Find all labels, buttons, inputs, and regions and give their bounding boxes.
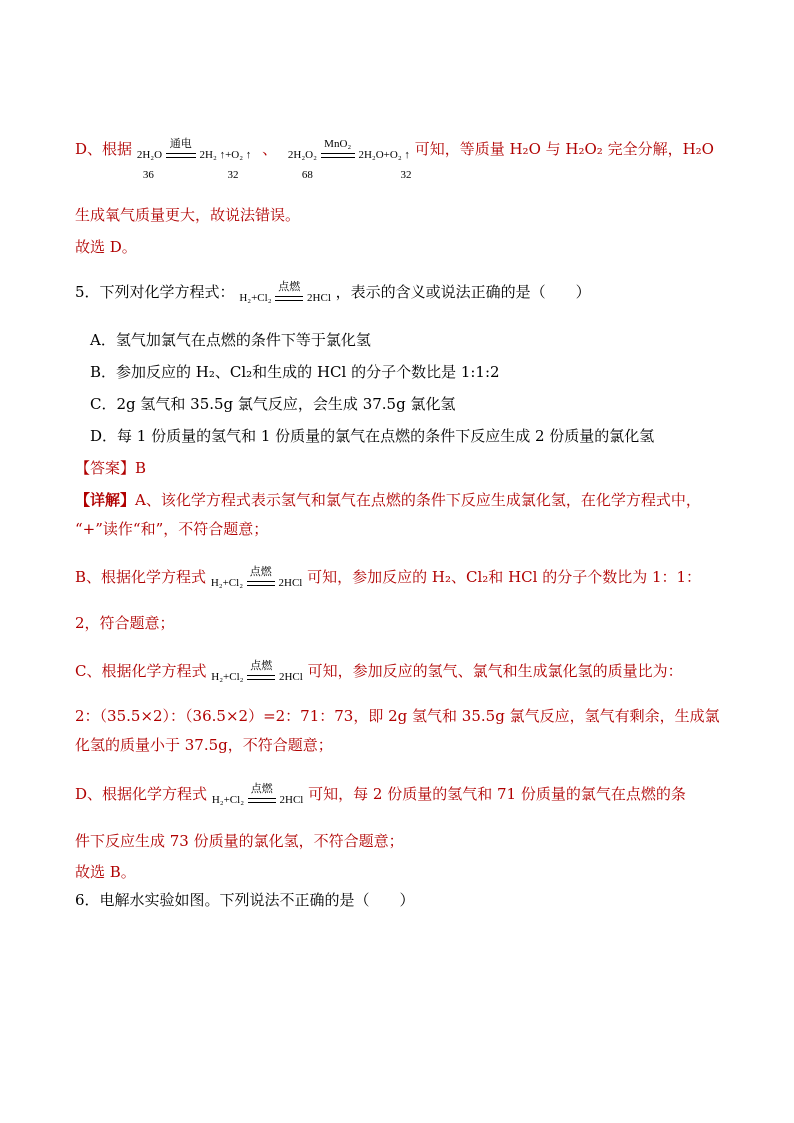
q5-eq-condition: 点燃 bbox=[278, 281, 301, 293]
option-d: D．每 1 份质量的氢气和 1 份质量的氯气在点燃的条件下反应生成 2 份质量的氯化氢 bbox=[90, 427, 655, 445]
detail-b-suffix: 可知，参加反应的 H₂、Cl₂和 HCl 的分子个数比为 1：1： bbox=[307, 568, 702, 586]
question-6: 6．电解水实验如图。下列说法不正确的是（ ） bbox=[75, 891, 415, 909]
separator: 、 bbox=[262, 140, 278, 158]
eq1-condition: 通电 bbox=[169, 138, 192, 150]
detail-b-line bbox=[75, 566, 701, 594]
q5-suffix: ，表示的含义或说法正确的是（ ） bbox=[335, 283, 591, 301]
eq2-left: 2H₂O₂ bbox=[287, 149, 317, 161]
detail-a-line bbox=[75, 489, 701, 511]
detail-c-eq-right: 2HCl bbox=[278, 671, 303, 683]
detail-b-equation bbox=[210, 566, 303, 594]
detail-a: A、该化学方程式表示氢气和氯气在点燃的条件下反应生成氯化氢，在化学方程式中， bbox=[135, 491, 701, 509]
eq2-mass-1: 68 bbox=[301, 169, 313, 181]
q5-prefix: 5．下列对化学方程式： bbox=[75, 283, 235, 301]
detail-c-continuation-2: 化氢的质量小于 37.5g，不符合题意； bbox=[75, 736, 333, 754]
eq2-mass-2: 32 bbox=[400, 169, 412, 181]
detail-d-continuation: 件下反应生成 73 份质量的氯化氢，不符合题意； bbox=[75, 832, 404, 850]
detail-c-eq-left: H₂+Cl₂ bbox=[211, 671, 244, 683]
detail-b-prefix: B、根据化学方程式 bbox=[75, 568, 207, 586]
d-statement-line bbox=[75, 138, 714, 181]
detail-b-eq-left: H₂+Cl₂ bbox=[210, 577, 244, 589]
answer-tag: 【答案】B bbox=[75, 459, 147, 477]
detail-b-continuation: 2，符合题意； bbox=[75, 614, 175, 632]
eq1-right: 2H₂ ↑+O₂ ↑ bbox=[199, 149, 252, 161]
option-b: B．参加反应的 H₂、Cl₂和生成的 HCl 的分子个数比是 1:1:2 bbox=[90, 363, 500, 381]
option-a: A．氢气加氯气在点燃的条件下等于氯化氢 bbox=[90, 331, 371, 349]
detail-d-eq-left: H₂+Cl₂ bbox=[211, 794, 245, 806]
eq2-condition: MnO₂ bbox=[324, 138, 352, 150]
eq2-right: 2H₂O+O₂ ↑ bbox=[358, 149, 410, 161]
q5-eq-left: H₂+Cl₂ bbox=[239, 292, 272, 304]
d-choice: 故选 D。 bbox=[75, 238, 137, 256]
detail-b-eq-condition: 点燃 bbox=[249, 566, 272, 578]
eq2-condition-arrow bbox=[321, 138, 355, 158]
eq1-mass-2: 32 bbox=[227, 169, 239, 181]
electrolysis-equation bbox=[136, 138, 252, 181]
detail-c-equation bbox=[211, 660, 303, 688]
detail-c-prefix: C、根据化学方程式 bbox=[75, 662, 207, 680]
d-prefix: D、根据 bbox=[75, 140, 133, 158]
d-suffix: 可知，等质量 H₂O 与 H₂O₂ 完全分解，H₂O bbox=[414, 140, 714, 158]
detail-d-equation bbox=[211, 783, 304, 811]
eq1-condition-arrow bbox=[166, 138, 196, 158]
eq1-left: 2H₂O bbox=[136, 149, 163, 161]
question-5 bbox=[75, 281, 591, 309]
q5-eq-right: 2HCl bbox=[307, 292, 331, 304]
detail-c-suffix: 可知，参加反应的氢气、氯气和生成氯化氢的质量比为： bbox=[307, 662, 683, 680]
detail-c-continuation-1: 2：（35.5×2）：（36.5×2）=2：71：73，即 2g 氢气和 35.5g 氯气反应，氢气有剩余，生成氯 bbox=[75, 707, 720, 725]
detail-d-line bbox=[75, 783, 686, 811]
q5-equation bbox=[239, 281, 331, 309]
detail-d-suffix: 可知，每 2 份质量的氢气和 71 份质量的氯气在点燃的条 bbox=[308, 785, 686, 803]
detail-c-eq-condition: 点燃 bbox=[250, 660, 273, 672]
d-continuation: 生成氧气质量更大，故说法错误。 bbox=[75, 206, 301, 224]
detail-c-line bbox=[75, 660, 683, 688]
detail-tag: 【详解】 bbox=[75, 491, 136, 509]
detail-a-continuation: “+”读作“和”，不符合题意； bbox=[75, 520, 269, 538]
peroxide-equation bbox=[287, 138, 412, 181]
detail-d-eq-condition: 点燃 bbox=[250, 783, 273, 795]
detail-d-prefix: D、根据化学方程式 bbox=[75, 785, 208, 803]
detail-b-eq-right: 2HCl bbox=[278, 577, 303, 589]
final-choice: 故选 B。 bbox=[75, 863, 136, 881]
eq1-mass-1: 36 bbox=[142, 169, 154, 181]
option-c: C．2g 氢气和 35.5g 氯气反应，会生成 37.5g 氯化氢 bbox=[90, 395, 456, 413]
detail-d-eq-right: 2HCl bbox=[279, 794, 304, 806]
